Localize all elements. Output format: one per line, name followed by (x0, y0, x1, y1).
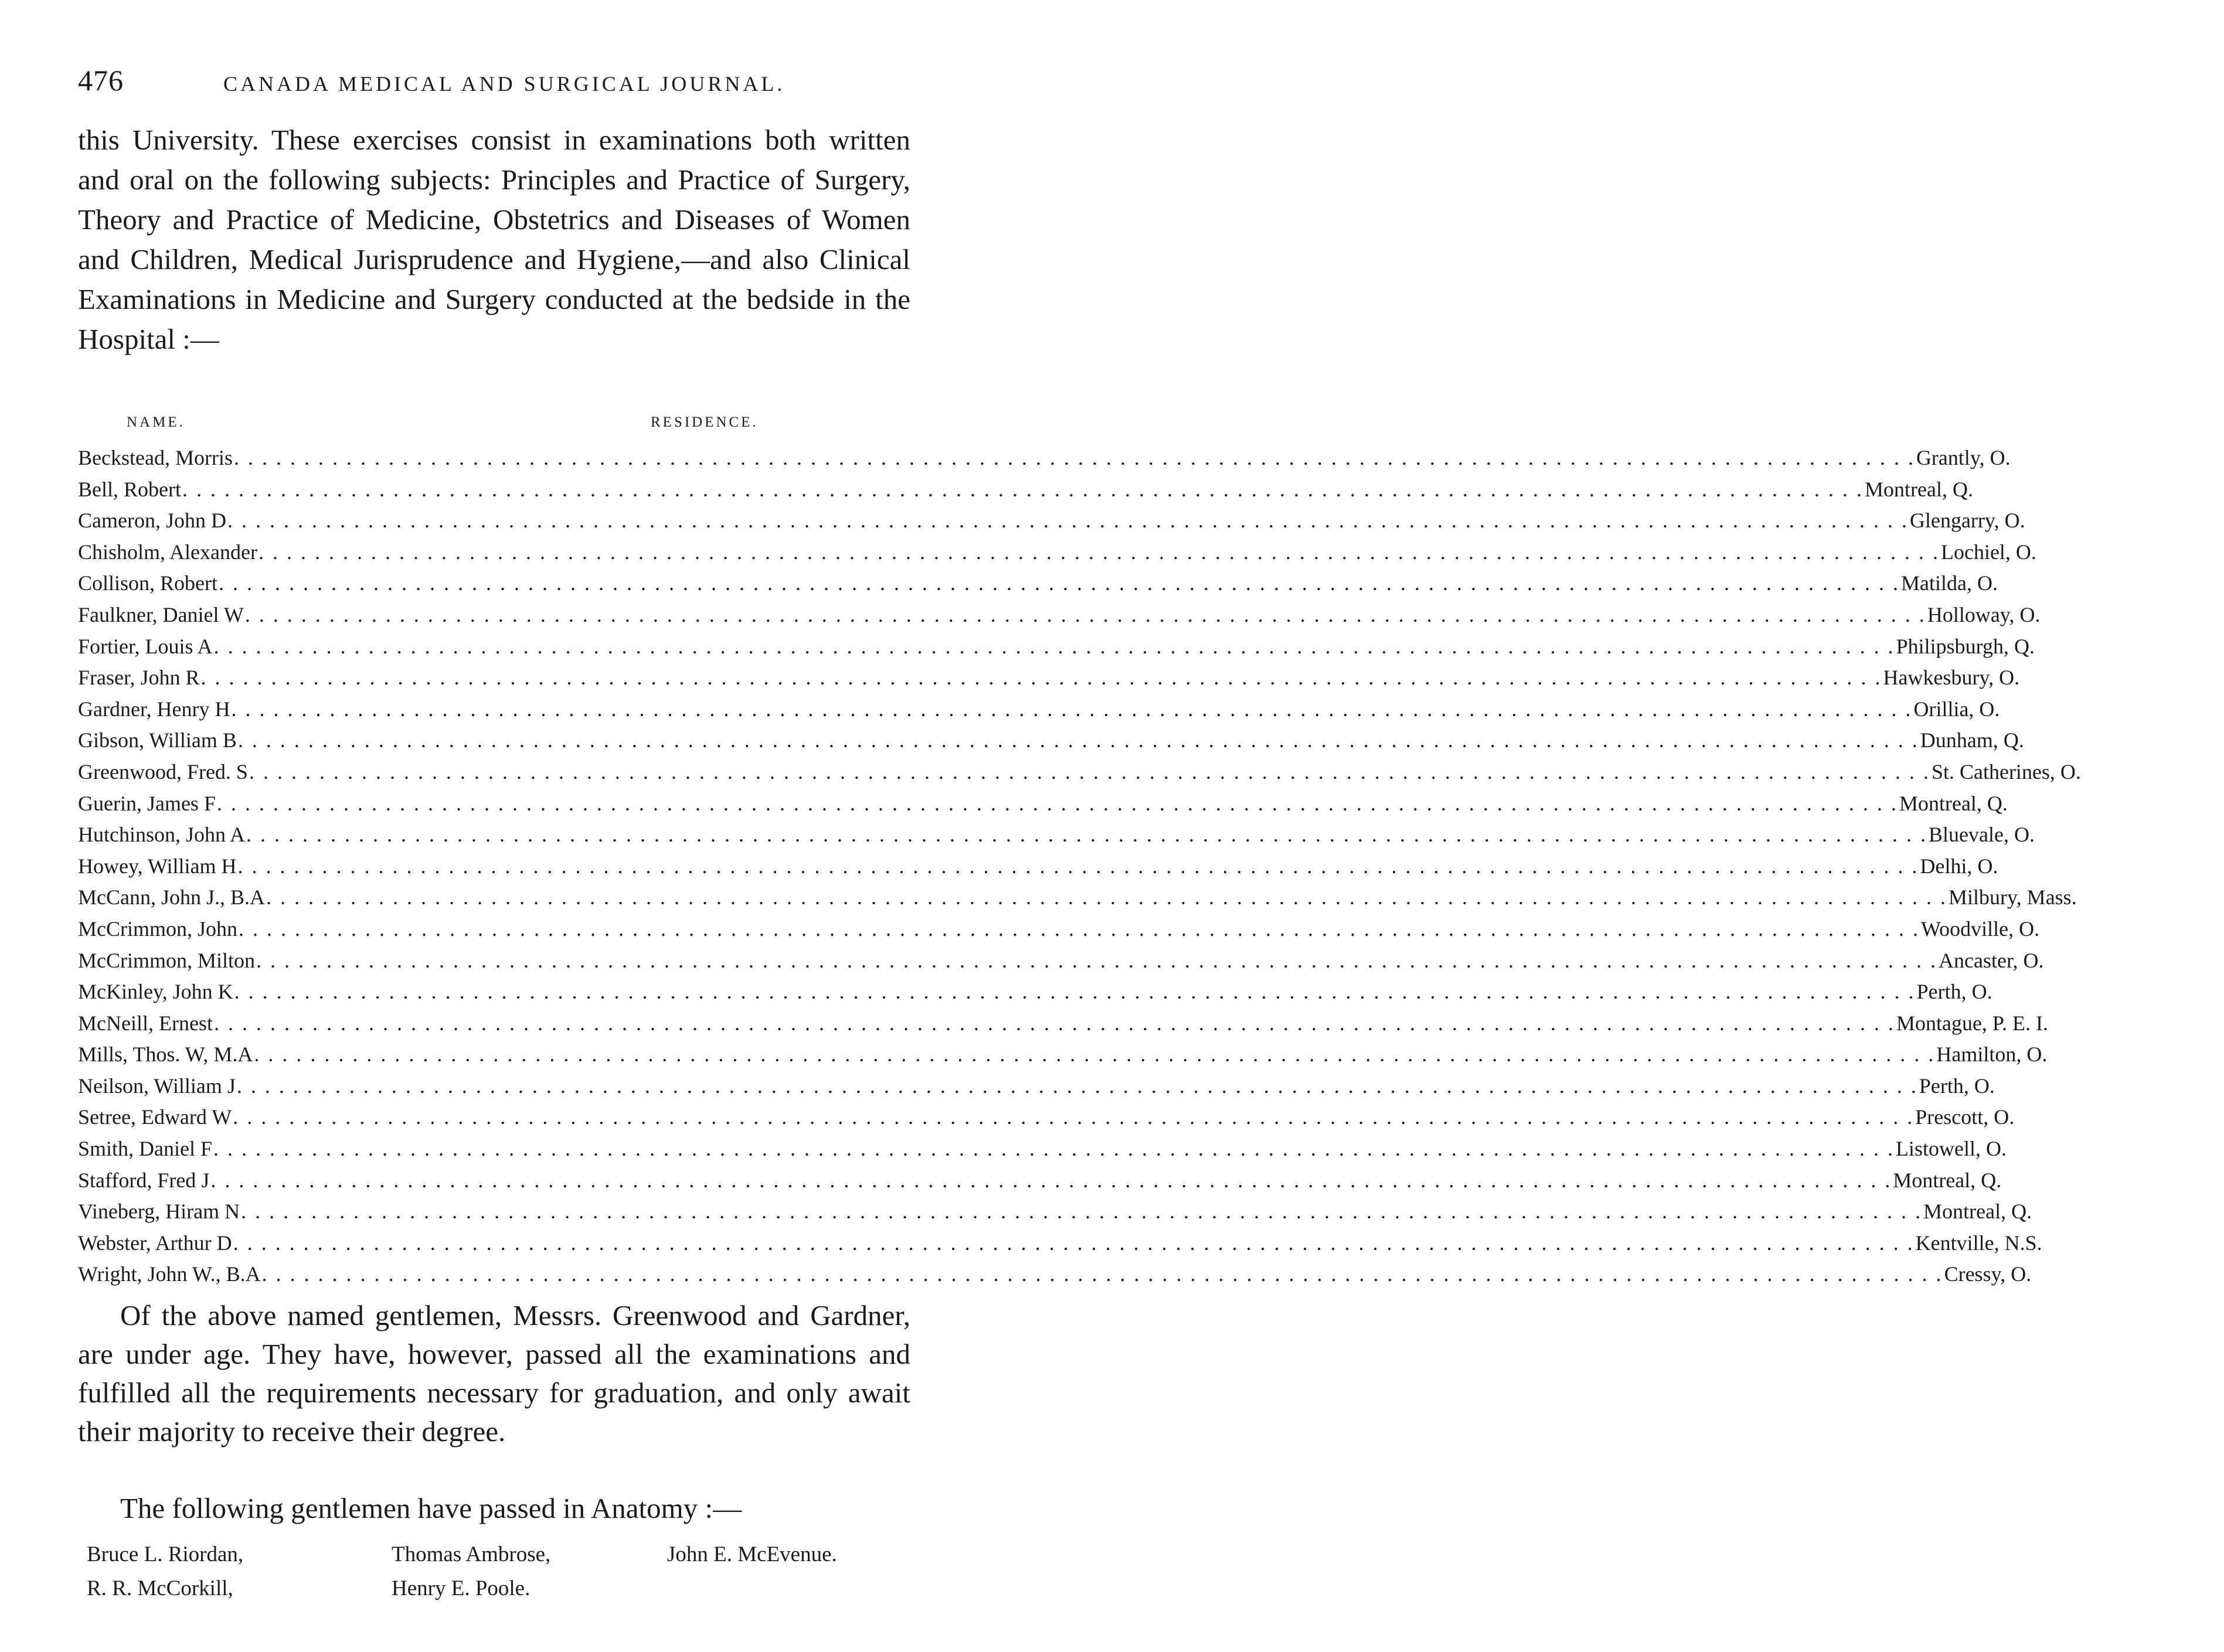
graduate-name: Guerin, James F (78, 791, 216, 815)
graduate-row (78, 1228, 2042, 1259)
graduate-name: Collison, Robert (78, 571, 218, 595)
underage-note-paragraph: Of the above named gentlemen, Messrs. Greenwood and Gardner, are under age. They have, however, passed all the examinations and fulfilled all the requirements necessary for graduation, and only await their majority to receive their degree. (78, 1299, 910, 1447)
graduate-row (78, 1259, 2032, 1290)
graduate-residence: Hawkesbury, O. (1883, 666, 2020, 690)
dot-leader: . . . . . . . . . . . . . . . . . . . . . . . . . . . . . . . . . . . . . . . . . . . . . . . . . . . . . . . . . . . . . . . . . . . . . . . . . . . . . . . . . . . . . . . . . . . . . . . . . . . . . . . . . . . . . . . . . . . . . . . . (182, 477, 1863, 501)
intro-paragraph: this University. These exercises consist in examinations both written and oral on the following subjects: Principles and Practice of Surgery, Theory and Practice of Medicine, Obstetrics and Diseases of Women and Children, Medical Jurisprudence and Hygiene,—and also Clinical Examinations in Medicine and Surgery conducted at the bedside in the Hospital :— (78, 124, 910, 355)
dot-leader: . . . . . . . . . . . . . . . . . . . . . . . . . . . . . . . . . . . . . . . . . . . . . . . . . . . . . . . . . . . . . . . . . . . . . . . . . . . . . . . . . . . . . . . . . . . . . . . . . . . . . . . . . . . . . . . . . . . . . . . . (200, 666, 1882, 690)
graduate-row (78, 1039, 2048, 1071)
graduate-residence: Montreal, Q. (1864, 477, 1973, 501)
graduate-name: Howey, William H (78, 854, 237, 878)
graduate-name: McNeill, Ernest (78, 1011, 213, 1035)
journal-title: CANADA MEDICAL AND SURGICAL JOURNAL. (223, 72, 785, 96)
graduate-residence: Philipsburgh, Q. (1896, 634, 2035, 658)
graduate-residence: Delhi, O. (1920, 854, 1998, 878)
graduate-name: Setree, Edward W (78, 1105, 232, 1129)
dot-leader: . . . . . . . . . . . . . . . . . . . . . . . . . . . . . . . . . . . . . . . . . . . . . . . . . . . . . . . . . . . . . . . . . . . . . . . . . . . . . . . . . . . . . . . . . . . . . . . . . . . . . . . . . . . . . . . . . . . . . . . . (219, 571, 1900, 595)
graduate-row (78, 1071, 1995, 1102)
graduate-name: Neilson, William J (78, 1074, 236, 1098)
graduate-residence: St. Catherines, O. (1931, 759, 2081, 784)
graduate-name: Bell, Robert (78, 477, 181, 501)
dot-leader: . . . . . . . . . . . . . . . . . . . . . . . . . . . . . . . . . . . . . . . . . . . . . . . . . . . . . . . . . . . . . . . . . . . . . . . . . . . . . . . . . . . . . . . . . . . . . . . . . . . . . . . . . . . . . . . . . . . . . . . . (256, 948, 1938, 972)
graduate-name: Fortier, Louis A (78, 634, 213, 658)
graduate-name: Vineberg, Hiram N (78, 1200, 240, 1224)
graduate-row (78, 600, 2041, 631)
dot-leader: . . . . . . . . . . . . . . . . . . . . . . . . . . . . . . . . . . . . . . . . . . . . . . . . . . . . . . . . . . . . . . . . . . . . . . . . . . . . . . . . . . . . . . . . . . . . . . . . . . . . . . . . . . . . . . . . . . . . . . . . (213, 634, 1895, 658)
dot-leader: . . . . . . . . . . . . . . . . . . . . . . . . . . . . . . . . . . . . . . . . . . . . . . . . . . . . . . . . . . . . . . . . . . . . . . . . . . . . . . . . . . . . . . . . . . . . . . . . . . . . . . . . . . . . . . . . . . . . . . . . (254, 1043, 1936, 1067)
dot-leader: . . . . . . . . . . . . . . . . . . . . . . . . . . . . . . . . . . . . . . . . . . . . . . . . . . . . . . . . . . . . . . . . . . . . . . . . . . . . . . . . . . . . . . . . . . . . . . . . . . . . . . . . . . . . . . . . . . . . . . . . (237, 854, 1919, 878)
graduate-residence: Ancaster, O. (1939, 948, 2044, 972)
graduate-row (78, 442, 2011, 474)
anatomy-intro: The following gentlemen have passed in Anatomy :— (120, 1492, 742, 1524)
graduate-name: McCrimmon, John (78, 917, 238, 941)
graduate-residence: Cressy, O. (1944, 1262, 2032, 1286)
graduate-residence: Perth, O. (1919, 1074, 1995, 1098)
graduate-name: Fraser, John R (78, 666, 200, 690)
graduate-residence: Kentville, N.S. (1915, 1231, 2042, 1255)
dot-leader: . . . . . . . . . . . . . . . . . . . . . . . . . . . . . . . . . . . . . . . . . . . . . . . . . . . . . . . . . . . . . . . . . . . . . . . . . . . . . . . . . . . . . . . . . . . . . . . . . . . . . . . . . . . . . . . . . . . . . . . . (244, 602, 1926, 626)
anatomy-name: Bruce L. Riordan, (87, 1542, 244, 1566)
dot-leader: . . . . . . . . . . . . . . . . . . . . . . . . . . . . . . . . . . . . . . . . . . . . . . . . . . . . . . . . . . . . . . . . . . . . . . . . . . . . . . . . . . . . . . . . . . . . . . . . . . . . . . . . . . . . . . . . . . . . . . . . (249, 759, 1930, 784)
graduate-residence: Prescott, O. (1915, 1105, 2015, 1129)
dot-leader: . . . . . . . . . . . . . . . . . . . . . . . . . . . . . . . . . . . . . . . . . . . . . . . . . . . . . . . . . . . . . . . . . . . . . . . . . . . . . . . . . . . . . . . . . . . . . . . . . . . . . . . . . . . . . . . . . . . . . . . . (227, 509, 1909, 533)
graduate-residence: Glengarry, O. (1909, 509, 2025, 533)
graduate-residence: Grantly, O. (1916, 446, 2011, 469)
running-head (78, 63, 910, 98)
graduate-name: Chisholm, Alexander (78, 540, 257, 564)
graduate-residence: Milbury, Mass. (1948, 885, 2077, 910)
graduate-name: Hutchinson, John A (78, 823, 246, 847)
graduate-row (78, 725, 2024, 757)
graduate-row (78, 568, 1998, 600)
graduate-name: Beckstead, Morris (78, 446, 233, 469)
graduate-row (78, 788, 2008, 820)
graduate-name: Smith, Daniel F (78, 1137, 213, 1161)
graduate-residence: Listowell, O. (1896, 1137, 2007, 1161)
dot-leader: . . . . . . . . . . . . . . . . . . . . . . . . . . . . . . . . . . . . . . . . . . . . . . . . . . . . . . . . . . . . . . . . . . . . . . . . . . . . . . . . . . . . . . . . . . . . . . . . . . . . . . . . . . . . . . . . . . . . . . . . (246, 823, 1928, 847)
graduate-row (78, 631, 2035, 663)
dot-leader: . . . . . . . . . . . . . . . . . . . . . . . . . . . . . . . . . . . . . . . . . . . . . . . . . . . . . . . . . . . . . . . . . . . . . . . . . . . . . . . . . . . . . . . . . . . . . . . . . . . . . . . . . . . . . . . . . . . . . . . . (216, 791, 1898, 815)
dot-leader: . . . . . . . . . . . . . . . . . . . . . . . . . . . . . . . . . . . . . . . . . . . . . . . . . . . . . . . . . . . . . . . . . . . . . . . . . . . . . . . . . . . . . . . . . . . . . . . . . . . . . . . . . . . . . . . . . . . . . . . . (234, 980, 1916, 1004)
dot-leader: . . . . . . . . . . . . . . . . . . . . . . . . . . . . . . . . . . . . . . . . . . . . . . . . . . . . . . . . . . . . . . . . . . . . . . . . . . . . . . . . . . . . . . . . . . . . . . . . . . . . . . . . . . . . . . . . . . . . . . . . (210, 1168, 1892, 1192)
dot-leader: . . . . . . . . . . . . . . . . . . . . . . . . . . . . . . . . . . . . . . . . . . . . . . . . . . . . . . . . . . . . . . . . . . . . . . . . . . . . . . . . . . . . . . . . . . . . . . . . . . . . . . . . . . . . . . . . . . . . . . . . (233, 1231, 1914, 1255)
graduates-list (78, 442, 2081, 1290)
graduate-residence: Montreal, Q. (1923, 1200, 2032, 1224)
graduate-row (78, 1008, 2048, 1040)
graduate-row (78, 976, 1992, 1008)
graduate-row (78, 945, 2044, 977)
graduate-residence: Bluevale, O. (1929, 823, 2035, 847)
graduate-name: Greenwood, Fred. S (78, 759, 248, 784)
anatomy-name: R. R. McCorkill, (87, 1576, 233, 1600)
graduate-residence: Orillia, O. (1913, 697, 2000, 721)
graduate-residence: Woodville, O. (1921, 917, 2040, 941)
graduate-row (78, 1165, 2002, 1197)
graduate-name: Gibson, William B (78, 728, 237, 752)
graduate-residence: Montreal, Q. (1893, 1168, 2002, 1192)
graduate-row (78, 662, 2020, 694)
graduate-residence: Perth, O. (1916, 980, 1992, 1004)
residence-column-heading: RESIDENCE. (651, 414, 759, 430)
graduate-row (78, 474, 1973, 506)
dot-leader: . . . . . . . . . . . . . . . . . . . . . . . . . . . . . . . . . . . . . . . . . . . . . . . . . . . . . . . . . . . . . . . . . . . . . . . . . . . . . . . . . . . . . . . . . . . . . . . . . . . . . . . . . . . . . . . . . . . . . . . . (239, 917, 1920, 941)
graduate-row (78, 1133, 2007, 1165)
graduate-row (78, 505, 2025, 537)
graduate-residence: Dunham, Q. (1920, 728, 2024, 752)
graduate-name: Mills, Thos. W, M.A (78, 1043, 253, 1067)
graduate-residence: Montreal, Q. (1899, 791, 2008, 815)
graduate-residence: Hamilton, O. (1936, 1043, 2048, 1067)
graduate-residence: Montague, P. E. I. (1896, 1011, 2048, 1035)
anatomy-name: John E. McEvenue. (667, 1542, 837, 1566)
graduate-row (78, 1196, 2032, 1228)
graduates-list-headings (78, 414, 910, 438)
graduate-row (78, 694, 2000, 725)
graduate-row (78, 819, 2035, 851)
graduate-name: McKinley, John K (78, 980, 233, 1004)
graduate-row (78, 757, 2081, 788)
dot-leader: . . . . . . . . . . . . . . . . . . . . . . . . . . . . . . . . . . . . . . . . . . . . . . . . . . . . . . . . . . . . . . . . . . . . . . . . . . . . . . . . . . . . . . . . . . . . . . . . . . . . . . . . . . . . . . . . . . . . . . . . (236, 1074, 1918, 1098)
dot-leader: . . . . . . . . . . . . . . . . . . . . . . . . . . . . . . . . . . . . . . . . . . . . . . . . . . . . . . . . . . . . . . . . . . . . . . . . . . . . . . . . . . . . . . . . . . . . . . . . . . . . . . . . . . . . . . . . . . . . . . . . (233, 1105, 1914, 1129)
graduate-row (78, 882, 2077, 914)
name-column-heading: NAME. (127, 414, 185, 430)
dot-leader: . . . . . . . . . . . . . . . . . . . . . . . . . . . . . . . . . . . . . . . . . . . . . . . . . . . . . . . . . . . . . . . . . . . . . . . . . . . . . . . . . . . . . . . . . . . . . . . . . . . . . . . . . . . . . . . . . . . . . . . . (258, 540, 1940, 564)
graduate-residence: Holloway, O. (1927, 602, 2041, 626)
dot-leader: . . . . . . . . . . . . . . . . . . . . . . . . . . . . . . . . . . . . . . . . . . . . . . . . . . . . . . . . . . . . . . . . . . . . . . . . . . . . . . . . . . . . . . . . . . . . . . . . . . . . . . . . . . . . . . . . . . . . . . . . (266, 885, 1948, 910)
dot-leader: . . . . . . . . . . . . . . . . . . . . . . . . . . . . . . . . . . . . . . . . . . . . . . . . . . . . . . . . . . . . . . . . . . . . . . . . . . . . . . . . . . . . . . . . . . . . . . . . . . . . . . . . . . . . . . . . . . . . . . . . (231, 697, 1913, 721)
graduate-row (78, 537, 2036, 568)
graduate-row (78, 851, 1998, 883)
dot-leader: . . . . . . . . . . . . . . . . . . . . . . . . . . . . . . . . . . . . . . . . . . . . . . . . . . . . . . . . . . . . . . . . . . . . . . . . . . . . . . . . . . . . . . . . . . . . . . . . . . . . . . . . . . . . . . . . . . . . . . . . (237, 728, 1919, 752)
graduate-name: Faulkner, Daniel W (78, 602, 244, 626)
anatomy-names (87, 1540, 907, 1603)
anatomy-name: Thomas Ambrose, (392, 1542, 551, 1566)
graduate-name: Webster, Arthur D (78, 1231, 232, 1255)
graduate-name: McCrimmon, Milton (78, 948, 256, 972)
graduate-residence: Matilda, O. (1901, 571, 1998, 595)
anatomy-name: Henry E. Poole. (392, 1576, 531, 1600)
dot-leader: . . . . . . . . . . . . . . . . . . . . . . . . . . . . . . . . . . . . . . . . . . . . . . . . . . . . . . . . . . . . . . . . . . . . . . . . . . . . . . . . . . . . . . . . . . . . . . . . . . . . . . . . . . . . . . . . . . . . . . . . (233, 446, 1915, 469)
dot-leader: . . . . . . . . . . . . . . . . . . . . . . . . . . . . . . . . . . . . . . . . . . . . . . . . . . . . . . . . . . . . . . . . . . . . . . . . . . . . . . . . . . . . . . . . . . . . . . . . . . . . . . . . . . . . . . . . . . . . . . . . (261, 1262, 1943, 1286)
dot-leader: . . . . . . . . . . . . . . . . . . . . . . . . . . . . . . . . . . . . . . . . . . . . . . . . . . . . . . . . . . . . . . . . . . . . . . . . . . . . . . . . . . . . . . . . . . . . . . . . . . . . . . . . . . . . . . . . . . . . . . . . (241, 1200, 1923, 1224)
graduate-name: Wright, John W., B.A (78, 1262, 261, 1286)
graduate-name: Stafford, Fred J (78, 1168, 210, 1192)
graduate-residence: Lochiel, O. (1940, 540, 2036, 564)
graduate-name: Cameron, John D (78, 509, 226, 533)
graduate-row (78, 1102, 2015, 1133)
graduate-row (78, 914, 2040, 945)
graduate-name: McCann, John J., B.A (78, 885, 266, 910)
graduate-name: Gardner, Henry H (78, 697, 230, 721)
dot-leader: . . . . . . . . . . . . . . . . . . . . . . . . . . . . . . . . . . . . . . . . . . . . . . . . . . . . . . . . . . . . . . . . . . . . . . . . . . . . . . . . . . . . . . . . . . . . . . . . . . . . . . . . . . . . . . . . . . . . . . . . (213, 1011, 1895, 1035)
dot-leader: . . . . . . . . . . . . . . . . . . . . . . . . . . . . . . . . . . . . . . . . . . . . . . . . . . . . . . . . . . . . . . . . . . . . . . . . . . . . . . . . . . . . . . . . . . . . . . . . . . . . . . . . . . . . . . . . . . . . . . . . (213, 1137, 1895, 1161)
page-number: 476 (78, 64, 124, 97)
